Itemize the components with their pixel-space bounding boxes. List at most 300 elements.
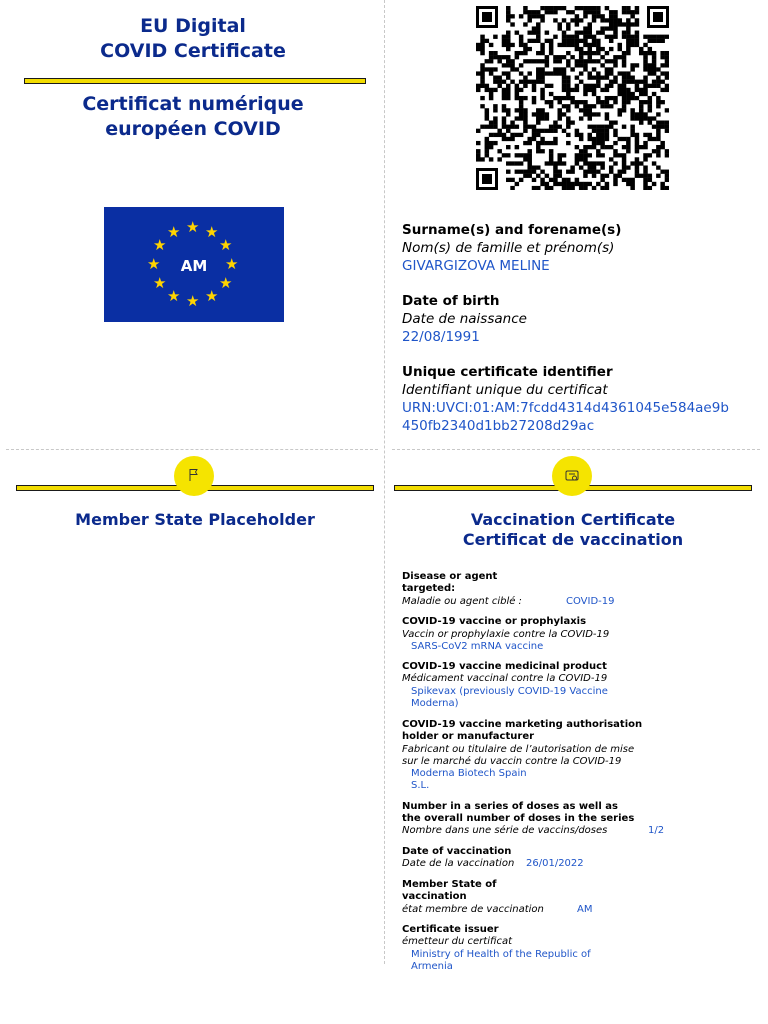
qr-module — [485, 108, 489, 112]
qr-module — [527, 141, 531, 145]
qr-module — [588, 125, 592, 129]
qr-module — [652, 63, 656, 67]
qr-module — [622, 51, 626, 55]
qr-module — [588, 6, 592, 10]
qr-module — [605, 133, 609, 137]
qr-module — [575, 59, 579, 63]
uci-label: Unique certificate identifier — [402, 364, 613, 380]
qr-module — [643, 157, 647, 161]
flag-star: ★ — [205, 287, 219, 305]
qr-module — [609, 125, 613, 129]
qr-module — [643, 76, 647, 80]
qr-module — [536, 149, 540, 153]
qr-module — [540, 137, 544, 141]
qr-module — [557, 43, 561, 47]
qr-module — [592, 35, 596, 39]
qr-module — [553, 59, 557, 63]
qr-module — [643, 59, 647, 63]
qr-module — [493, 141, 497, 145]
qr-module — [515, 145, 519, 149]
qr-module — [665, 84, 669, 88]
qr-module — [566, 170, 570, 174]
qr-module — [596, 170, 600, 174]
qr-module — [532, 125, 536, 129]
qr-module — [566, 35, 570, 39]
qr-module — [510, 125, 514, 129]
prophylaxis-value: SARS-CoV2 mRNA vaccine — [411, 641, 544, 652]
qr-module — [643, 133, 647, 137]
qr-module — [605, 186, 609, 190]
qr-module — [540, 80, 544, 84]
date-label-fr: Date de la vaccination — [402, 858, 515, 869]
qr-module — [485, 39, 489, 43]
qr-module — [592, 6, 596, 10]
qr-module — [557, 71, 561, 75]
flag-country-code: AM — [180, 257, 208, 275]
qr-module — [600, 88, 604, 92]
dob-label-fr: Date de naissance — [402, 311, 527, 327]
qr-module — [630, 125, 634, 129]
qr-module — [579, 186, 583, 190]
qr-module — [515, 96, 519, 100]
qr-module — [553, 120, 557, 124]
qr-module — [566, 76, 570, 80]
qr-module — [527, 71, 531, 75]
qr-module — [536, 14, 540, 18]
qr-module — [510, 67, 514, 71]
qr-module — [532, 112, 536, 116]
qr-module — [600, 104, 604, 108]
qr-module — [592, 84, 596, 88]
disease-label-line1: Disease or agent — [402, 571, 498, 582]
qr-module — [575, 157, 579, 161]
qr-module — [510, 186, 514, 190]
qr-module — [549, 104, 553, 108]
qr-module — [579, 39, 583, 43]
qr-module — [613, 26, 617, 30]
qr-module — [643, 43, 647, 47]
qr-module — [609, 47, 613, 51]
product-label: COVID-19 vaccine medicinal product — [402, 661, 607, 672]
qr-module — [639, 92, 643, 96]
qr-module — [613, 55, 617, 59]
qr-module — [613, 178, 617, 182]
qr-module — [626, 26, 630, 30]
qr-module — [476, 84, 480, 88]
qr-module — [609, 80, 613, 84]
qr-module — [545, 31, 549, 35]
qr-module — [656, 76, 660, 80]
qr-module — [540, 178, 544, 182]
qr-module — [485, 59, 489, 63]
qr-module — [549, 71, 553, 75]
qr-module — [519, 100, 523, 104]
qr-module — [588, 145, 592, 149]
qr-module — [545, 100, 549, 104]
qr-module — [519, 14, 523, 18]
qr-module — [622, 108, 626, 112]
qr-module — [502, 43, 506, 47]
qr-module — [515, 92, 519, 96]
qr-module — [579, 165, 583, 169]
qr-module — [545, 112, 549, 116]
qr-module — [523, 59, 527, 63]
qr-module — [523, 43, 527, 47]
holder-value-line2: S.L. — [411, 780, 430, 791]
qr-module — [660, 182, 664, 186]
qr-module — [639, 116, 643, 120]
qr-module — [635, 141, 639, 145]
qr-module — [583, 26, 587, 30]
qr-module — [626, 141, 630, 145]
qr-module — [630, 182, 634, 186]
qr-module — [527, 165, 531, 169]
qr-module — [660, 55, 664, 59]
qr-module — [600, 186, 604, 190]
qr-module — [596, 149, 600, 153]
qr-module — [600, 165, 604, 169]
qr-module — [583, 104, 587, 108]
qr-module — [592, 14, 596, 18]
qr-module — [635, 170, 639, 174]
qr-module — [596, 153, 600, 157]
qr-module — [532, 88, 536, 92]
qr-module — [600, 18, 604, 22]
qr-module — [566, 84, 570, 88]
qr-module — [643, 63, 647, 67]
qr-module — [630, 161, 634, 165]
qr-module — [523, 120, 527, 124]
qr-module — [497, 84, 501, 88]
qr-module — [596, 39, 600, 43]
qr-module — [588, 182, 592, 186]
qr-module — [506, 84, 510, 88]
qr-module — [502, 63, 506, 67]
qr-module — [656, 174, 660, 178]
qr-module — [600, 14, 604, 18]
qr-module — [515, 116, 519, 120]
qr-module — [635, 35, 639, 39]
qr-module — [613, 63, 617, 67]
qr-module — [566, 96, 570, 100]
qr-module — [588, 59, 592, 63]
qr-module — [579, 182, 583, 186]
qr-module — [605, 129, 609, 133]
qr-module — [639, 112, 643, 116]
qr-module — [622, 170, 626, 174]
qr-module — [532, 84, 536, 88]
qr-module — [588, 31, 592, 35]
qr-module — [536, 59, 540, 63]
qr-module — [540, 116, 544, 120]
qr-module — [549, 43, 553, 47]
qr-module — [613, 76, 617, 80]
qr-module — [626, 178, 630, 182]
qr-module — [592, 43, 596, 47]
qr-module — [622, 125, 626, 129]
qr-module — [648, 35, 652, 39]
qr-module — [523, 116, 527, 120]
qr-module — [540, 129, 544, 133]
qr-module — [553, 125, 557, 129]
qr-module — [489, 125, 493, 129]
qr-module — [592, 137, 596, 141]
qr-module — [600, 31, 604, 35]
qr-module — [592, 92, 596, 96]
qr-module — [489, 92, 493, 96]
member-state-badge — [174, 456, 214, 496]
flag-star: ★ — [186, 218, 200, 236]
flag-star: ★ — [219, 236, 233, 254]
qr-module — [635, 63, 639, 67]
qr-module — [609, 18, 613, 22]
qr-module — [635, 39, 639, 43]
qr-module — [596, 133, 600, 137]
qr-module — [635, 137, 639, 141]
qr-module — [643, 51, 647, 55]
qr-module — [562, 104, 566, 108]
qr-module — [592, 170, 596, 174]
qr-module — [553, 174, 557, 178]
qr-module — [660, 120, 664, 124]
qr-module — [566, 116, 570, 120]
qr-module — [622, 76, 626, 80]
qr-module — [545, 186, 549, 190]
qr-module — [583, 182, 587, 186]
qr-module — [613, 31, 617, 35]
qr-module — [566, 39, 570, 43]
qr-module — [605, 51, 609, 55]
qr-module — [579, 149, 583, 153]
qr-module — [566, 182, 570, 186]
qr-module — [600, 55, 604, 59]
qr-module — [557, 6, 561, 10]
qr-module — [648, 133, 652, 137]
qr-module — [519, 153, 523, 157]
qr-module — [665, 63, 669, 67]
qr-module — [626, 76, 630, 80]
qr-module — [648, 178, 652, 182]
qr-module — [510, 161, 514, 165]
qr-module — [570, 10, 574, 14]
qr-module — [600, 137, 604, 141]
qr-module — [583, 92, 587, 96]
qr-module — [566, 26, 570, 30]
qr-module — [592, 59, 596, 63]
qr-module — [635, 116, 639, 120]
qr-module — [566, 10, 570, 14]
qr-module — [575, 6, 579, 10]
qr-module — [665, 76, 669, 80]
qr-module — [536, 141, 540, 145]
vaccination-badge — [552, 456, 592, 496]
qr-module — [510, 14, 514, 18]
qr-module — [635, 157, 639, 161]
date-value: 26/01/2022 — [526, 858, 584, 869]
doses-value: 1/2 — [648, 825, 665, 836]
qr-module — [540, 141, 544, 145]
qr-module — [502, 133, 506, 137]
qr-module — [493, 104, 497, 108]
qr-module — [588, 104, 592, 108]
qr-module — [489, 157, 493, 161]
qr-module — [656, 67, 660, 71]
qr-module — [506, 129, 510, 133]
qr-module — [592, 76, 596, 80]
qr-module — [523, 6, 527, 10]
qr-module — [596, 161, 600, 165]
qr-module — [656, 80, 660, 84]
qr-module — [635, 84, 639, 88]
name-label: Surname(s) and forename(s) — [402, 222, 622, 238]
qr-module — [515, 133, 519, 137]
qr-module — [553, 67, 557, 71]
qr-module — [635, 112, 639, 116]
qr-module — [489, 88, 493, 92]
qr-module — [536, 39, 540, 43]
prophylaxis-label: COVID-19 vaccine or prophylaxis — [402, 616, 587, 627]
qr-module — [613, 133, 617, 137]
qr-module — [665, 88, 669, 92]
qr-module — [519, 108, 523, 112]
qr-module — [519, 133, 523, 137]
qr-module — [510, 80, 514, 84]
qr-module — [540, 71, 544, 75]
qr-module — [536, 31, 540, 35]
qr-module — [549, 84, 553, 88]
qr-module — [545, 6, 549, 10]
qr-module — [497, 55, 501, 59]
qr-module — [510, 59, 514, 63]
qr-module — [622, 22, 626, 26]
qr-module — [613, 141, 617, 145]
qr-module — [643, 88, 647, 92]
cover-title-en-line2: COVID Certificate — [100, 40, 286, 62]
qr-module — [665, 35, 669, 39]
qr-module — [592, 18, 596, 22]
qr-module — [562, 35, 566, 39]
qr-module — [579, 137, 583, 141]
qr-module — [635, 80, 639, 84]
qr-module — [648, 104, 652, 108]
qr-module — [502, 120, 506, 124]
qr-module — [643, 153, 647, 157]
qr-module — [583, 67, 587, 71]
qr-module — [592, 112, 596, 116]
name-label-fr: Nom(s) de famille et prénom(s) — [402, 240, 615, 256]
qr-module — [660, 80, 664, 84]
qr-module — [570, 35, 574, 39]
qr-module — [596, 96, 600, 100]
qr-module — [656, 35, 660, 39]
qr-module — [536, 71, 540, 75]
qr-module — [566, 104, 570, 108]
qr-module — [588, 47, 592, 51]
qr-module — [527, 14, 531, 18]
qr-module — [622, 6, 626, 10]
qr-module — [626, 18, 630, 22]
cover-title-en — [24, 14, 362, 64]
qr-module — [570, 170, 574, 174]
qr-module — [519, 39, 523, 43]
qr-module — [557, 108, 561, 112]
qr-module — [557, 170, 561, 174]
qr-module — [665, 108, 669, 112]
qr-module — [665, 55, 669, 59]
qr-module — [665, 174, 669, 178]
qr-module — [600, 178, 604, 182]
qr-module — [493, 51, 497, 55]
qr-module — [652, 116, 656, 120]
qr-module — [660, 63, 664, 67]
qr-module — [562, 43, 566, 47]
qr-module — [549, 149, 553, 153]
qr-module — [545, 71, 549, 75]
qr-module — [635, 22, 639, 26]
qr-module — [575, 178, 579, 182]
qr-module — [639, 88, 643, 92]
qr-module — [493, 80, 497, 84]
qr-module — [600, 133, 604, 137]
qr-module — [583, 186, 587, 190]
qr-module — [519, 35, 523, 39]
qr-module — [613, 35, 617, 39]
holder-label-line1: COVID-19 vaccine marketing authorisation — [402, 719, 643, 730]
qr-module — [493, 116, 497, 120]
qr-module — [515, 161, 519, 165]
qr-module — [562, 182, 566, 186]
qr-module — [480, 43, 484, 47]
qr-module — [630, 14, 634, 18]
qr-module — [570, 120, 574, 124]
qr-module — [626, 51, 630, 55]
qr-module — [545, 161, 549, 165]
qr-module — [523, 129, 527, 133]
qr-module — [656, 112, 660, 116]
qr-module — [575, 43, 579, 47]
qr-module — [540, 18, 544, 22]
qr-module — [583, 6, 587, 10]
state-label-line2: vaccination — [402, 891, 467, 902]
qr-module — [583, 39, 587, 43]
qr-module — [583, 149, 587, 153]
qr-module — [605, 6, 609, 10]
qr-module — [600, 129, 604, 133]
qr-module — [536, 80, 540, 84]
qr-module — [566, 141, 570, 145]
holder-label-fr-line1: Fabricant ou titulaire de l’autorisation de mise — [402, 744, 635, 755]
qr-module — [540, 149, 544, 153]
qr-module — [639, 47, 643, 51]
qr-module — [626, 22, 630, 26]
qr-module — [635, 88, 639, 92]
qr-module — [557, 22, 561, 26]
qr-module — [532, 14, 536, 18]
qr-module — [485, 153, 489, 157]
qr-module — [600, 125, 604, 129]
qr-module — [540, 88, 544, 92]
qr-module — [549, 51, 553, 55]
qr-module — [643, 92, 647, 96]
qr-module — [652, 161, 656, 165]
qr-module — [613, 22, 617, 26]
qr-module — [527, 47, 531, 51]
qr-module — [648, 116, 652, 120]
product-label-fr: Médicament vaccinal contre la COVID-19 — [402, 673, 608, 684]
qr-module — [562, 18, 566, 22]
qr-module — [660, 39, 664, 43]
qr-module — [523, 157, 527, 161]
